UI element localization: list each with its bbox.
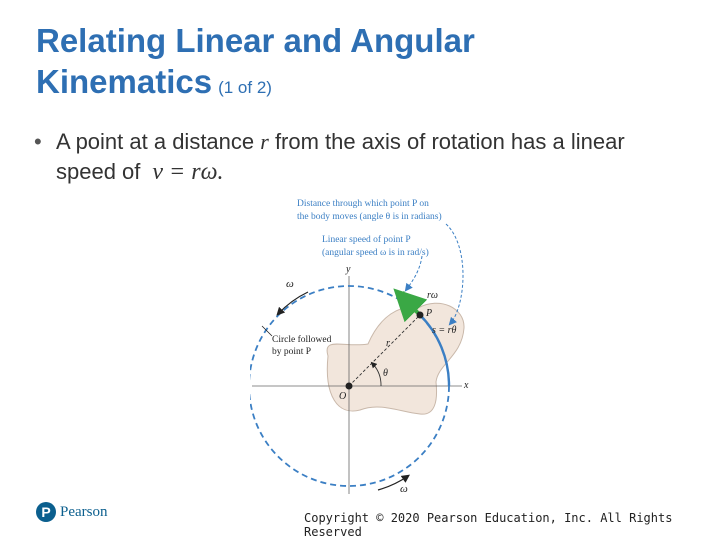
distance-annotation-line-2: the body moves (angle θ is in radians): [297, 212, 442, 222]
copyright-notice: Copyright © 2020 Pearson Education, Inc. All Rights Reserved: [304, 511, 673, 539]
pearson-logo: [36, 502, 108, 522]
distance-annotation-line-1: Distance through which point P on: [297, 199, 429, 209]
speed-formula: v = rω.: [152, 159, 224, 185]
label-y: y: [346, 264, 351, 275]
bullet-text: [56, 127, 686, 187]
label-s-equals-r-theta: s = rθ: [432, 325, 457, 336]
bullet-text-part-2: from the axis of rotation has a linear speed of: [56, 129, 625, 184]
label-omega-bottom: ω: [400, 483, 408, 495]
label-P: P: [426, 308, 433, 319]
label-r-omega: rω: [427, 290, 438, 301]
circle-label-line-1: Circle followed: [272, 335, 332, 345]
bullet-variable-r: r: [260, 129, 269, 154]
label-v: v: [400, 288, 405, 299]
label-omega-top: ω: [286, 278, 294, 290]
rigid-body-shape: [327, 303, 464, 414]
slide-title: [36, 20, 475, 108]
pearson-logo-text: Pearson: [60, 503, 108, 520]
point-P: [417, 312, 424, 319]
point-O: [346, 383, 353, 390]
bullet-symbol: •: [34, 129, 42, 154]
pearson-logo-icon: P: [36, 502, 56, 522]
label-x: x: [464, 380, 469, 391]
label-O: O: [339, 391, 347, 402]
title-line-1: Relating Linear and Angular: [36, 22, 475, 59]
speed-annotation-line-2: (angular speed ω is in rad/s): [322, 248, 429, 258]
rotation-figure: [250, 196, 480, 496]
bullet-text-part-1: A point at a distance: [56, 129, 261, 154]
title-line-2: Kinematics: [36, 63, 213, 100]
speed-annotation-line-1: Linear speed of point P: [322, 235, 411, 245]
title-subtitle: (1 of 2): [218, 78, 272, 97]
circle-label-line-2: by point P: [272, 347, 312, 357]
label-theta: θ: [383, 368, 388, 379]
speed-leader-line: [406, 256, 422, 290]
label-r: r: [386, 338, 390, 349]
